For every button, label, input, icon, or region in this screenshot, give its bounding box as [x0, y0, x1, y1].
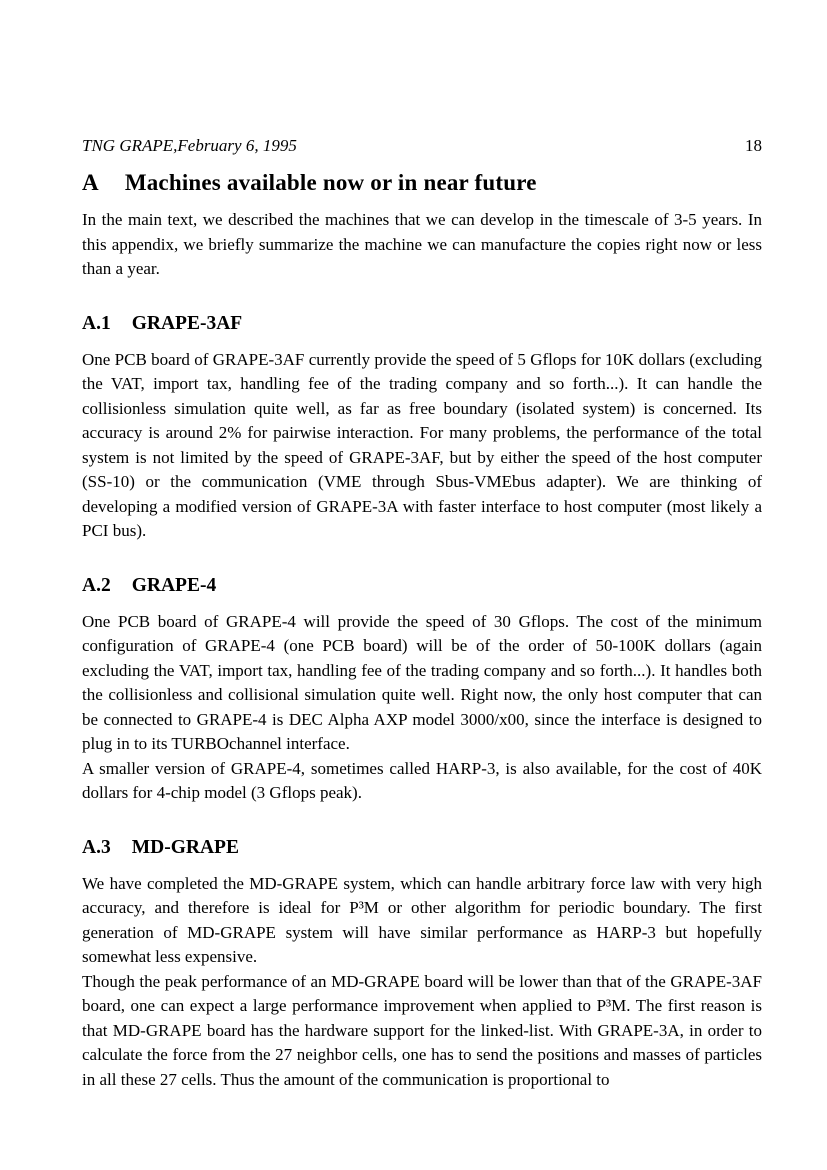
paragraph-a3-1: We have completed the MD-GRAPE system, which can handle arbitrary force law with very high accuracy, and therefore is ideal for P³M or other algorithm for periodic boundary. The first generation of MD-GRAPE system will have similar performance as HARP-3 but hopefully somewhat less expensive.	[82, 873, 762, 966]
section-title: Machines available now or in near future	[124, 170, 537, 195]
subsection-heading-a3	[82, 836, 762, 859]
running-header	[82, 137, 762, 155]
paragraph-a2-2: A smaller version of GRAPE-4, sometimes called HARP-3, is also available, for the cost of 40K dollars for 4-chip model (3 Gflops peak).	[82, 758, 762, 802]
subsection-number-a2: A.2	[82, 574, 111, 596]
running-title: TNG GRAPE,February 6, 1995	[82, 136, 297, 155]
paragraph-a3-2: Though the peak performance of an MD-GRAPE board will be lower than that of the GRAPE-3AF board, one can expect a large performance improvement when applied to P³M. The first reason is that MD-GRAPE board has the hardware support for the linked-list. With GRAPE-3A, in order to calculate the force from the 27 neighbor cells, one has to send the positions and masses of particles in all these 27 cells. Thus the amount of the communication is proportional to	[82, 971, 762, 1089]
subsection-number-a1: A.1	[82, 312, 111, 334]
page-number: 18	[745, 136, 762, 155]
paragraph-a2-1: One PCB board of GRAPE-4 will provide the speed of 30 Gflops. The cost of the minimum configuration of GRAPE-4 (one PCB board) will be of the order of 50-100K dollars (again excluding the VAT, import tax, handling fee of the trading company and so forth...). It handles both the collisionless and collisional simulation quite well. Right now, the only host computer that can be connected to GRAPE-4 is DEC Alpha AXP model 3000/x00, since the interface is designed to plug in to its TURBOchannel interface.	[82, 611, 762, 753]
paragraph-a1-1: One PCB board of GRAPE-3AF currently provide the speed of 5 Gflops for 10K dollars (excluding the VAT, import tax, handling fee of the trading company and so forth...). It can handle the collisionless simulation quite well, as far as free boundary (isolated system) is concerned. Its accuracy is around 2% for pairwise interaction. For many problems, the performance of the total system is not limited by the speed of GRAPE-3AF, but by either the speed of the host computer (SS-10) or the communication (VME through Sbus-VMEbus adapter). We are thinking of developing a modified version of GRAPE-3A with faster interface to host computer (most likely a PCI bus).	[82, 349, 762, 540]
intro-paragraph: In the main text, we described the machines that we can develop in the timescale of 3-5 years. In this appendix, we briefly summarize the machine we can manufacture the copies right now or less than a year.	[82, 210, 762, 278]
subsection-title-a1: GRAPE-3AF	[131, 312, 243, 334]
subsection-number-a3: A.3	[82, 836, 111, 858]
subsection-title-a2: GRAPE-4	[131, 574, 217, 596]
section-heading	[82, 169, 762, 196]
subsection-heading-a1	[82, 312, 762, 335]
section-number: A	[82, 170, 99, 195]
subsection-title-a3: MD-GRAPE	[131, 836, 239, 858]
subsection-heading-a2	[82, 574, 762, 597]
